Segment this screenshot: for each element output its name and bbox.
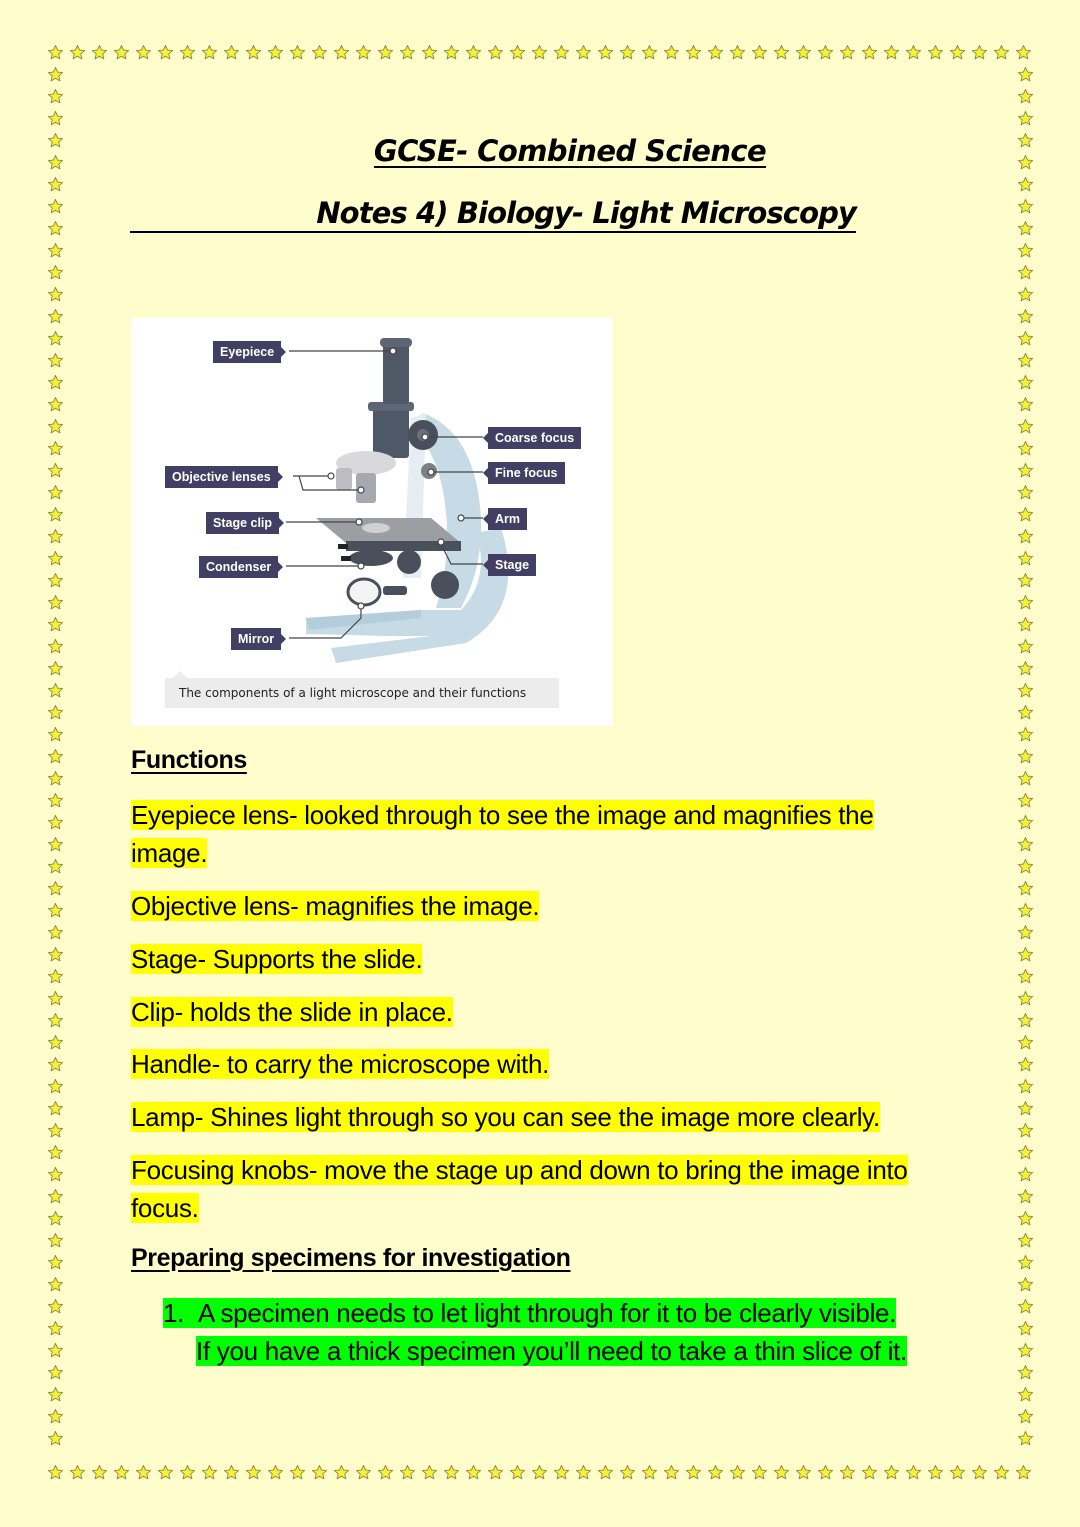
star-icon <box>1014 1361 1036 1383</box>
label-eyepiece: Eyepiece <box>213 341 281 363</box>
star-icon <box>1014 1251 1036 1273</box>
star-icon <box>550 1461 572 1483</box>
star-icon <box>44 855 66 877</box>
star-icon <box>44 1405 66 1427</box>
star-icon <box>1014 877 1036 899</box>
star-icon <box>1014 1163 1036 1185</box>
star-icon <box>44 789 66 811</box>
star-icon <box>1014 965 1036 987</box>
star-icon <box>506 1461 528 1483</box>
label-arm: Arm <box>488 508 527 530</box>
function-text: Handle- to carry the microscope with. <box>131 1049 550 1079</box>
star-icon <box>770 41 792 63</box>
star-icon <box>44 833 66 855</box>
star-icon <box>836 41 858 63</box>
star-icon <box>44 1097 66 1119</box>
star-icon <box>418 41 440 63</box>
star-icon <box>132 1461 154 1483</box>
star-icon <box>44 85 66 107</box>
star-icon <box>1014 173 1036 195</box>
subtitle-rule <box>130 196 856 233</box>
star-icon <box>352 41 374 63</box>
function-item-lamp <box>131 1098 880 1136</box>
star-icon <box>44 525 66 547</box>
star-icon <box>1014 789 1036 811</box>
star-icon <box>1014 217 1036 239</box>
star-icon <box>1014 283 1036 305</box>
star-icon <box>44 613 66 635</box>
star-icon <box>44 1031 66 1053</box>
figure-caption: The components of a light microscope and their functions <box>165 678 559 708</box>
label-mirror: Mirror <box>231 628 281 650</box>
star-icon <box>44 635 66 657</box>
star-icon <box>704 1461 726 1483</box>
star-icon <box>44 1317 66 1339</box>
function-item-focusing-knobs <box>131 1151 908 1227</box>
star-icon <box>1014 1317 1036 1339</box>
star-icon <box>946 41 968 63</box>
star-icon <box>88 41 110 63</box>
label-objective-lenses: Objective lenses <box>165 466 278 488</box>
star-icon <box>1014 1185 1036 1207</box>
preparing-item-1 <box>163 1294 907 1370</box>
star-icon <box>44 987 66 1009</box>
star-icon <box>308 41 330 63</box>
star-icon <box>1014 1207 1036 1229</box>
star-icon <box>1014 371 1036 393</box>
star-icon <box>1014 569 1036 591</box>
star-icon <box>660 1461 682 1483</box>
list-number: 1. <box>163 1298 185 1328</box>
star-icon <box>1014 767 1036 789</box>
star-icon <box>1014 437 1036 459</box>
star-icon <box>1014 195 1036 217</box>
star-icon <box>1014 833 1036 855</box>
star-icon <box>1014 1119 1036 1141</box>
star-icon <box>374 1461 396 1483</box>
star-icon <box>44 701 66 723</box>
star-icon <box>110 1461 132 1483</box>
star-icon <box>198 1461 220 1483</box>
star-icon <box>594 1461 616 1483</box>
star-icon <box>682 1461 704 1483</box>
star-icon <box>1014 1097 1036 1119</box>
star-icon <box>352 1461 374 1483</box>
star-icon <box>814 41 836 63</box>
star-icon <box>44 745 66 767</box>
star-icon <box>44 679 66 701</box>
star-icon <box>858 41 880 63</box>
star-icon <box>946 1461 968 1483</box>
star-icon <box>110 41 132 63</box>
label-condenser: Condenser <box>199 556 278 578</box>
star-icon <box>1014 349 1036 371</box>
star-icon <box>44 657 66 679</box>
label-fine-focus: Fine focus <box>488 462 565 484</box>
star-icon <box>1014 239 1036 261</box>
star-icon <box>1014 899 1036 921</box>
function-item-stage <box>131 940 422 978</box>
star-icon <box>968 41 990 63</box>
function-text: Objective lens- magnifies the image. <box>131 891 540 921</box>
function-item-handle <box>131 1045 549 1083</box>
star-icon <box>462 1461 484 1483</box>
star-icon <box>528 41 550 63</box>
star-icon <box>44 107 66 129</box>
star-icon <box>616 1461 638 1483</box>
microscope-illustration <box>131 318 613 726</box>
star-icon <box>44 437 66 459</box>
star-icon <box>902 41 924 63</box>
star-icon <box>748 41 770 63</box>
label-coarse-focus: Coarse focus <box>488 427 581 449</box>
star-icon <box>198 41 220 63</box>
star-icon <box>44 1339 66 1361</box>
star-icon <box>1014 1141 1036 1163</box>
star-icon <box>902 1461 924 1483</box>
star-icon <box>44 877 66 899</box>
star-icon <box>44 1185 66 1207</box>
star-icon <box>1014 481 1036 503</box>
star-icon <box>968 1461 990 1483</box>
star-icon <box>44 481 66 503</box>
star-icon <box>1014 1427 1036 1449</box>
star-icon <box>44 1141 66 1163</box>
function-text: focus. <box>131 1193 199 1223</box>
star-icon <box>1014 1295 1036 1317</box>
star-icon <box>44 1273 66 1295</box>
functions-heading: Functions <box>131 746 247 774</box>
star-icon <box>1014 1339 1036 1361</box>
label-stage-clip: Stage clip <box>206 512 279 534</box>
star-icon <box>814 1461 836 1483</box>
star-icon <box>44 1119 66 1141</box>
star-icon <box>44 1075 66 1097</box>
star-icon <box>330 41 352 63</box>
star-icon <box>132 41 154 63</box>
star-icon <box>1014 701 1036 723</box>
star-icon <box>594 41 616 63</box>
star-icon <box>1014 855 1036 877</box>
star-icon <box>44 327 66 349</box>
star-icon <box>1014 943 1036 965</box>
star-icon <box>44 1295 66 1317</box>
preparing-text: A specimen needs to let light through for it to be clearly visible. <box>197 1298 897 1328</box>
star-icon <box>44 393 66 415</box>
star-icon <box>1014 635 1036 657</box>
function-text: Clip- holds the slide in place. <box>131 997 453 1027</box>
star-icon <box>44 569 66 591</box>
star-icon <box>44 63 66 85</box>
star-icon <box>638 41 660 63</box>
star-icon <box>44 239 66 261</box>
star-icon <box>1014 723 1036 745</box>
star-icon <box>1014 393 1036 415</box>
star-icon <box>44 723 66 745</box>
preparing-heading: Preparing specimens for investigation <box>131 1244 571 1272</box>
star-icon <box>880 41 902 63</box>
page-subtitle: Notes 4) Biology- Light Microscopy <box>316 196 856 230</box>
star-icon <box>44 1427 66 1449</box>
star-border-left <box>44 63 66 1449</box>
star-icon <box>506 41 528 63</box>
star-icon <box>66 41 88 63</box>
star-icon <box>242 1461 264 1483</box>
star-icon <box>330 1461 352 1483</box>
star-icon <box>44 1461 66 1483</box>
star-icon <box>1014 503 1036 525</box>
star-border-right <box>1014 63 1036 1449</box>
star-icon <box>44 415 66 437</box>
preparing-text: If you have a thick specimen you’ll need to take a thin slice of it. <box>196 1336 907 1366</box>
star-icon <box>1014 261 1036 283</box>
star-icon <box>572 41 594 63</box>
function-item-clip <box>131 993 453 1031</box>
star-icon <box>704 41 726 63</box>
star-icon <box>88 1461 110 1483</box>
star-icon <box>1014 679 1036 701</box>
star-icon <box>550 41 572 63</box>
star-icon <box>66 1461 88 1483</box>
label-stage: Stage <box>488 554 536 576</box>
star-icon <box>1014 921 1036 943</box>
star-icon <box>44 1251 66 1273</box>
star-icon <box>242 41 264 63</box>
star-icon <box>44 943 66 965</box>
star-icon <box>220 1461 242 1483</box>
star-icon <box>44 1009 66 1031</box>
star-icon <box>858 1461 880 1483</box>
star-icon <box>1012 41 1034 63</box>
star-icon <box>286 1461 308 1483</box>
star-icon <box>682 41 704 63</box>
star-icon <box>44 547 66 569</box>
star-icon <box>44 41 66 63</box>
star-icon <box>1014 1031 1036 1053</box>
function-item-eyepiece <box>131 796 874 872</box>
star-icon <box>1014 745 1036 767</box>
star-icon <box>44 591 66 613</box>
star-icon <box>1014 525 1036 547</box>
star-icon <box>44 503 66 525</box>
star-icon <box>484 41 506 63</box>
star-icon <box>1014 987 1036 1009</box>
page-title: GCSE- Combined Science <box>373 134 767 168</box>
star-icon <box>1014 415 1036 437</box>
function-text: image. <box>131 838 208 868</box>
star-icon <box>44 283 66 305</box>
star-icon <box>374 41 396 63</box>
star-icon <box>462 41 484 63</box>
star-icon <box>836 1461 858 1483</box>
star-icon <box>1014 1009 1036 1031</box>
function-text: Stage- Supports the slide. <box>131 944 423 974</box>
star-icon <box>1014 591 1036 613</box>
star-icon <box>44 965 66 987</box>
star-icon <box>286 41 308 63</box>
function-text: Focusing knobs- move the stage up and down to bring the image into <box>131 1155 908 1185</box>
star-icon <box>418 1461 440 1483</box>
star-icon <box>660 41 682 63</box>
star-icon <box>44 217 66 239</box>
star-icon <box>440 41 462 63</box>
star-icon <box>726 1461 748 1483</box>
star-icon <box>44 305 66 327</box>
function-text: Lamp- Shines light through so you can see the image more clearly. <box>131 1102 880 1132</box>
star-icon <box>308 1461 330 1483</box>
star-icon <box>616 41 638 63</box>
star-icon <box>1014 1075 1036 1097</box>
star-icon <box>1014 1229 1036 1251</box>
function-item-objective <box>131 887 539 925</box>
star-icon <box>44 1383 66 1405</box>
star-icon <box>44 1163 66 1185</box>
star-icon <box>44 1361 66 1383</box>
star-icon <box>44 811 66 833</box>
star-icon <box>726 41 748 63</box>
star-icon <box>1014 811 1036 833</box>
star-icon <box>1014 1273 1036 1295</box>
star-border-bottom <box>44 1461 1034 1483</box>
star-icon <box>792 41 814 63</box>
star-icon <box>154 41 176 63</box>
star-icon <box>44 349 66 371</box>
star-icon <box>990 1461 1012 1483</box>
star-icon <box>1014 657 1036 679</box>
star-icon <box>264 1461 286 1483</box>
star-icon <box>484 1461 506 1483</box>
star-icon <box>572 1461 594 1483</box>
star-icon <box>1014 1053 1036 1075</box>
star-icon <box>1014 459 1036 481</box>
star-icon <box>44 1229 66 1251</box>
star-icon <box>748 1461 770 1483</box>
star-icon <box>44 195 66 217</box>
star-icon <box>396 41 418 63</box>
star-icon <box>792 1461 814 1483</box>
star-icon <box>638 1461 660 1483</box>
function-text: Eyepiece lens- looked through to see the image and magnifies the <box>131 800 874 830</box>
star-icon <box>1012 1461 1034 1483</box>
star-icon <box>924 1461 946 1483</box>
star-icon <box>176 1461 198 1483</box>
star-icon <box>44 921 66 943</box>
star-icon <box>924 41 946 63</box>
star-icon <box>44 767 66 789</box>
star-icon <box>44 1207 66 1229</box>
star-icon <box>1014 1405 1036 1427</box>
star-icon <box>1014 305 1036 327</box>
star-icon <box>44 1053 66 1075</box>
star-icon <box>176 41 198 63</box>
star-icon <box>44 173 66 195</box>
star-icon <box>44 261 66 283</box>
star-icon <box>44 371 66 393</box>
star-icon <box>528 1461 550 1483</box>
star-icon <box>990 41 1012 63</box>
star-icon <box>1014 63 1036 85</box>
star-icon <box>154 1461 176 1483</box>
star-icon <box>1014 613 1036 635</box>
star-icon <box>264 41 286 63</box>
star-icon <box>1014 85 1036 107</box>
star-icon <box>1014 327 1036 349</box>
star-icon <box>1014 107 1036 129</box>
star-border-top <box>44 41 1034 63</box>
star-icon <box>440 1461 462 1483</box>
star-icon <box>44 899 66 921</box>
star-icon <box>880 1461 902 1483</box>
star-icon <box>770 1461 792 1483</box>
star-icon <box>44 459 66 481</box>
star-icon <box>396 1461 418 1483</box>
star-icon <box>1014 1383 1036 1405</box>
microscope-diagram <box>131 318 613 726</box>
star-icon <box>220 41 242 63</box>
star-icon <box>1014 547 1036 569</box>
